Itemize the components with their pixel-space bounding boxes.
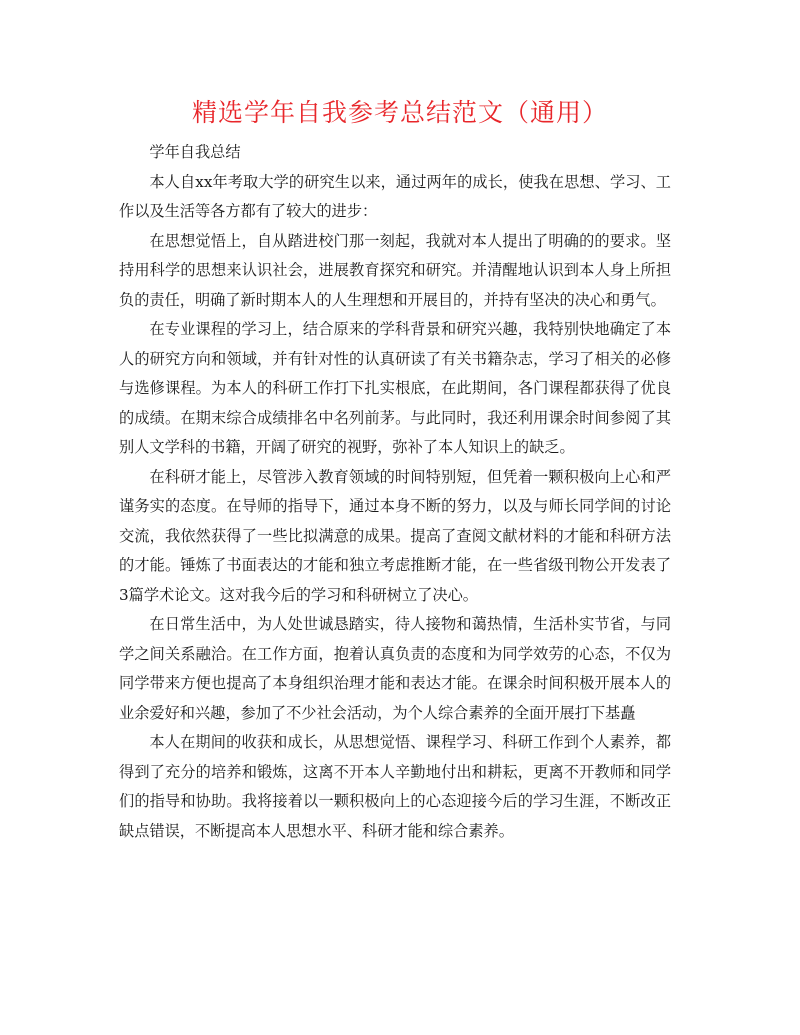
paragraph-research: 在科研才能上，尽管涉入教育领域的时间特别短，但凭着一颗积极向上心和严谨务实的态度。在导师的指导下，通过本身不断的努力，以及与师长同学间的讨论交流，我依然获得了一些比拟满意的成果。提高了查阅文献材料的才能和科研方法的才能。锤炼了书面表达的才能和独立考虑推断才能，在一些省级刊物公开发表了3篇学术论文。这对我今后的学习和科研树立了决心。 <box>119 467 671 604</box>
paragraph-ideology: 在思想觉悟上，自从踏进校门那一刻起，我就对本人提出了明确的的要求。坚持用科学的思想来认识社会，进展教育探究和研究。并清醒地认识到本人身上所担负的责任，明确了新时期本人的人生理想和开展目的，并持有坚决的决心和勇气。 <box>119 231 671 309</box>
paragraph-heading: 学年自我总结 <box>149 143 241 161</box>
paragraph-conclusion: 本人在期间的收获和成长，从思想觉悟、课程学习、科研工作到个人素养，都得到了充分的培养和锻炼，这离不开本人辛勤地付出和耕耘，更离不开教师和同学们的指导和协助。我将接着以一颗积极向上的心态迎接今后的学习生涯，不断改正缺点错误，不断提高本人思想水平、科研才能和综合素养。 <box>119 733 671 840</box>
paragraph-intro: 本人自xx年考取大学的研究生以来，通过两年的成长，使我在思想、学习、工作以及生活等各方都有了较大的进步： <box>119 172 671 220</box>
document-body <box>119 138 671 846</box>
paragraph-daily-life: 在日常生活中，为人处世诚恳踏实，待人接物和蔼热情，生活朴实节省，与同学之间关系融洽。在工作方面，抱着认真负责的态度和为同学效劳的心态，不仅为同学带来方便也提高了本身组织治理才能和表达才能。在课余时间积极开展本人的业余爱好和兴趣，参加了不少社会活动，为个人综合素养的全面开展打下基矗 <box>119 615 671 722</box>
document-title: 精选学年自我参考总结范文（通用） <box>191 98 608 127</box>
paragraph-coursework: 在专业课程的学习上，结合原来的学科背景和研究兴趣，我特别快地确定了本人的研究方向和领域，并有针对性的认真研读了有关书籍杂志，学习了相关的必修与选修课程。为本人的科研工作打下扎实根底，在此期间，各门课程都获得了优良的成绩。在期末综合成绩排名中名列前茅。与此同时，我还利用课余时间参阅了其别人文学科的书籍，开阔了研究的视野，弥补了本人知识上的缺乏。 <box>119 320 671 456</box>
